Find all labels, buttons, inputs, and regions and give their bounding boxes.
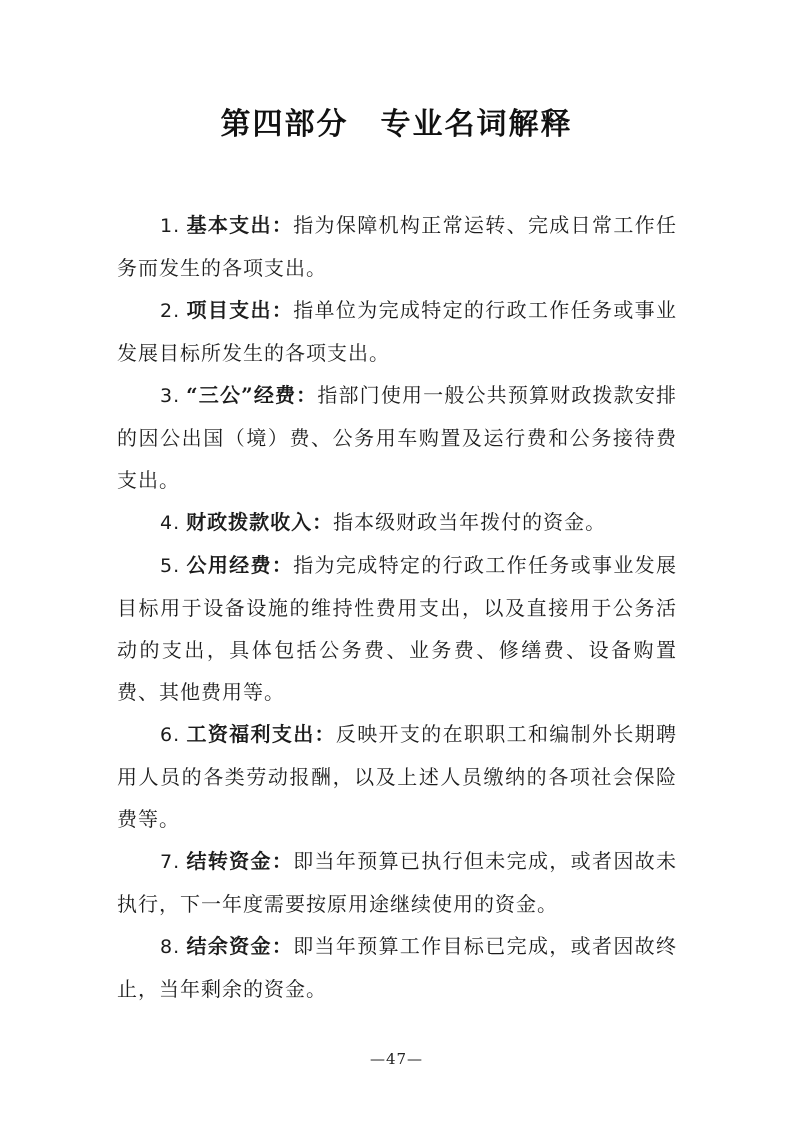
- item-number: 8.: [160, 936, 181, 958]
- definition-item-7: [117, 840, 677, 925]
- item-number: 1.: [160, 215, 181, 237]
- term-definition: 反映开支的在职职工和编制外长期聘用人员的各类劳动报酬，以及上述人员缴纳的各项社会保险费等。: [117, 722, 678, 831]
- term-label: 结转资金：: [186, 849, 294, 873]
- term-label: 工资福利支出：: [186, 722, 336, 746]
- term-definition: 即当年预算工作目标已完成，或者因故终止，当年剩余的资金。: [117, 934, 678, 1001]
- term-definition: 指单位为完成特定的行政工作任务或事业发展目标所发生的各项支出。: [117, 298, 678, 365]
- term-label: 结余资金：: [186, 934, 294, 958]
- page-number: —47—: [369, 1050, 424, 1068]
- term-label: “三公”经费：: [186, 383, 318, 407]
- term-definition: 指为完成特定的行政工作任务或事业发展目标用于设备设施的维持性费用支出，以及直接用于公务活动的支出，具体包括公务费、业务费、修缮费、设备购置费、其他费用等。: [117, 553, 678, 704]
- term-definition: 即当年预算已执行但未完成，或者因故未执行，下一年度需要按原用途继续使用的资金。: [117, 849, 678, 916]
- term-definition: 指本级财政当年拨付的资金。: [333, 510, 607, 534]
- term-label: 基本支出：: [186, 213, 294, 237]
- term-definition: 指部门使用一般公共预算财政拨款安排的因公出国（境）费、公务用车购置及运行费和公务接待费支出。: [117, 383, 678, 492]
- item-number: 5.: [160, 555, 181, 577]
- definition-item-5: [117, 544, 677, 713]
- page-footer: [0, 1049, 793, 1068]
- item-number: 7.: [160, 851, 181, 873]
- item-number: 3.: [160, 385, 181, 407]
- definition-item-2: [117, 289, 677, 374]
- term-label: 财政拨款收入：: [186, 510, 334, 534]
- item-number: 6.: [160, 724, 181, 746]
- item-number: 4.: [160, 512, 181, 534]
- definition-item-4: [117, 501, 677, 544]
- definition-item-3: [117, 374, 677, 501]
- term-label: 项目支出：: [186, 298, 294, 322]
- item-number: 2.: [160, 300, 181, 322]
- definition-item-6: [117, 713, 677, 840]
- page-title: 第四部分 专业名词解释: [220, 107, 573, 142]
- definitions-list: [117, 204, 677, 1010]
- term-definition: 指为保障机构正常运转、完成日常工作任务而发生的各项支出。: [117, 213, 678, 280]
- definition-item-8: [117, 925, 677, 1010]
- term-label: 公用经费：: [186, 553, 294, 577]
- definition-item-1: [117, 204, 677, 289]
